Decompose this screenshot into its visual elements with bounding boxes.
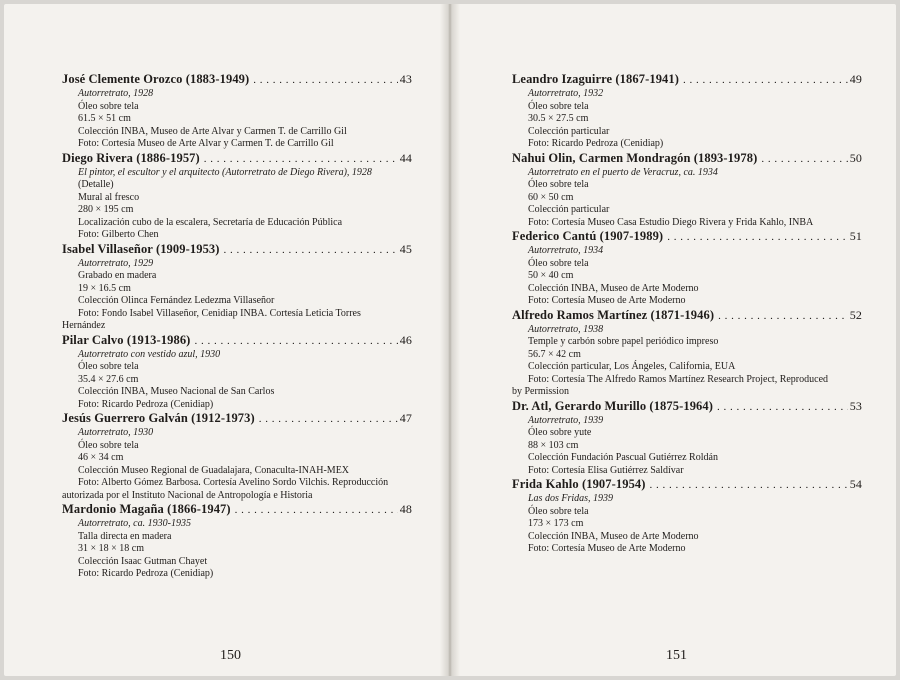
artwork-detail: 19 × 16.5 cm: [78, 282, 131, 294]
artist-heading: [512, 399, 862, 415]
plate-page-number: 43: [399, 72, 412, 86]
artist-heading: [62, 502, 412, 518]
artist-entry: [62, 72, 412, 151]
artwork-detail: Óleo sobre tela: [78, 100, 139, 112]
artwork-title: Autorretrato con vestido azul, 1930: [78, 348, 221, 360]
artwork-detail: Mural al fresco: [78, 191, 140, 203]
plate-page-number: 48: [399, 502, 412, 516]
artist-entry: [62, 333, 412, 412]
artist-name: Jesús Guerrero Galván (1912-1973): [62, 411, 255, 425]
artist-name: Isabel Villaseñor (1909-1953): [62, 241, 220, 256]
dot-leader: [714, 309, 848, 324]
artwork-detail: Colección particular, Los Ángeles, California, EUA: [528, 361, 736, 372]
artwork-detail: Colección Olinca Fernández Ledezma Villaseñor: [78, 295, 275, 306]
artwork-detail: Óleo sobre tela: [528, 505, 589, 517]
artist-entry: [512, 308, 862, 399]
artwork-detail: Colección INBA, Museo Nacional de San Carlos: [78, 386, 275, 397]
artwork-detail: (Detalle): [78, 179, 114, 190]
artwork-detail: Localización cubo de la escalera, Secretaría de Educación Pública: [78, 216, 343, 228]
artist-name: Dr. Atl, Gerardo Murillo (1875-1964): [512, 398, 714, 413]
artist-heading: [62, 151, 412, 167]
page-number-right: 151: [666, 648, 687, 663]
artist-entry: [62, 502, 412, 581]
artwork-title: Autorretrato, 1932: [528, 88, 604, 99]
artwork-detail: Colección Museo Regional de Guadalajara, Conaculta-INAH-MEX: [78, 464, 350, 476]
book-gutter: [440, 4, 460, 676]
artist-name: Diego Rivera (1886-1957): [62, 150, 200, 165]
artwork-title: Autorretrato, 1928: [78, 88, 154, 99]
artwork-detail: 61.5 × 51 cm: [78, 113, 131, 124]
plate-page-number: 53: [849, 398, 862, 413]
plate-page-number: 46: [399, 332, 412, 347]
artwork-title: Autorretrato, 1930: [78, 427, 154, 438]
artist-entry: [62, 151, 412, 242]
artwork-detail: Óleo sobre yute: [528, 427, 592, 438]
artwork-detail: Óleo sobre tela: [78, 361, 139, 372]
dot-leader: [679, 73, 848, 88]
artist-heading: [62, 72, 412, 88]
artwork-title: Autorretrato, 1939: [528, 414, 604, 426]
artist-name: Nahui Olin, Carmen Mondragón (1893-1978): [512, 150, 758, 165]
artwork-detail: Colección INBA, Museo de Arte Alvar y Carmen T. de Carrillo Gil: [78, 125, 347, 137]
artist-name: Frida Kahlo (1907-1954): [512, 477, 646, 491]
artwork-detail: Colección INBA, Museo de Arte Moderno: [528, 282, 699, 294]
artwork-detail: 60 × 50 cm: [528, 191, 574, 203]
artwork-detail: Foto: Cortesía Elisa Gutiérrez Saldívar: [528, 464, 684, 476]
artwork-detail: Colección Isaac Gutman Chayet: [78, 555, 208, 567]
dot-leader: [646, 478, 848, 493]
artwork-detail: Foto: Cortesía Museo de Arte Moderno: [528, 295, 686, 306]
dot-leader: [663, 230, 848, 245]
artist-heading: [62, 411, 412, 427]
artwork-detail: Talla directa en madera: [78, 530, 172, 542]
artist-entry: [512, 151, 862, 230]
artwork-detail: Foto: Alberto Gómez Barbosa. Cortesía Avelino Sordo Vilchis. Reproducción: [78, 477, 389, 488]
artist-entry: [62, 411, 412, 502]
artwork-detail: Óleo sobre tela: [528, 179, 589, 190]
artwork-detail: Foto: Gilberto Chen: [78, 229, 159, 240]
artwork-detail: by Permission: [512, 386, 569, 397]
artwork-detail: Temple y carbón sobre papel periódico impreso: [528, 336, 719, 347]
artist-name: Federico Cantú (1907-1989): [512, 229, 664, 243]
artwork-detail: Óleo sobre tela: [528, 257, 589, 269]
artwork-detail: 46 × 34 cm: [78, 452, 124, 463]
artwork-detail: Foto: Cortesía The Alfredo Ramos Martínez Research Project, Reproduced: [528, 373, 829, 385]
artwork-detail: Colección particular: [528, 125, 610, 137]
artwork-detail: 56.7 × 42 cm: [528, 348, 581, 360]
left-page: [4, 4, 448, 676]
artwork-detail: Óleo sobre tela: [78, 439, 139, 451]
artwork-detail: 50 × 40 cm: [528, 270, 574, 281]
artist-entry: [512, 72, 862, 151]
artist-name: José Clemente Orozco (1883-1949): [62, 72, 250, 86]
plate-page-number: 44: [399, 150, 412, 165]
artwork-detail: Foto: Fondo Isabel Villaseñor, Cenidiap INBA. Cortesía Leticia Torres: [78, 307, 361, 319]
artwork-detail: Colección Fundación Pascual Gutiérrez Roldán: [528, 452, 718, 463]
artwork-detail: Foto: Cortesía Museo de Arte Alvar y Carmen T. de Carrillo Gil: [78, 138, 334, 149]
dot-leader: [200, 152, 398, 167]
artwork-detail: Hernández: [62, 320, 106, 331]
dot-leader: [231, 503, 398, 518]
right-entry-list: [512, 72, 862, 556]
artist-name: Pilar Calvo (1913-1986): [62, 332, 191, 347]
plate-page-number: 52: [849, 307, 862, 322]
artwork-detail: 280 × 195 cm: [78, 204, 134, 215]
artist-entry: [512, 229, 862, 308]
artist-name: Alfredo Ramos Martínez (1871-1946): [512, 307, 715, 322]
dot-leader: [255, 412, 398, 427]
artist-heading: [512, 151, 862, 167]
plate-page-number: 50: [849, 150, 862, 165]
dot-leader: [249, 73, 398, 88]
artist-entry: [62, 242, 412, 333]
artwork-detail: 88 × 103 cm: [528, 439, 579, 451]
artwork-detail: 173 × 173 cm: [528, 518, 584, 529]
artwork-title: Autorretrato, 1934: [528, 245, 604, 256]
artist-heading: [62, 333, 412, 349]
artwork-detail: Colección particular: [528, 204, 610, 215]
plate-page-number: 49: [849, 72, 862, 86]
dot-leader: [220, 243, 398, 258]
artist-name: Mardonio Magaña (1866-1947): [62, 502, 231, 516]
artwork-detail: Foto: Cortesía Museo de Arte Moderno: [528, 543, 686, 554]
artwork-detail: Foto: Ricardo Pedroza (Cenidiap): [528, 138, 664, 149]
artwork-title: Autorretrato, 1929: [78, 257, 154, 269]
dot-leader: [190, 334, 397, 349]
plate-page-number: 51: [849, 229, 862, 243]
artist-heading: [512, 308, 862, 324]
plate-page-number: 47: [399, 411, 412, 425]
dot-leader: [713, 400, 848, 415]
artwork-detail: 31 × 18 × 18 cm: [78, 543, 144, 554]
artwork-detail: Colección INBA, Museo de Arte Moderno: [528, 530, 699, 542]
artwork-detail: 35.4 × 27.6 cm: [78, 373, 139, 385]
plate-page-number: 54: [849, 477, 862, 491]
right-page: [452, 4, 896, 676]
artwork-title: Autorretrato, ca. 1930-1935: [78, 518, 191, 529]
artwork-detail: Grabado en madera: [78, 270, 157, 281]
artist-heading: [512, 72, 862, 88]
plate-page-number: 45: [399, 241, 412, 256]
artwork-title: Las dos Fridas, 1939: [528, 493, 614, 504]
artwork-detail: 30.5 × 27.5 cm: [528, 113, 589, 124]
artist-heading: [62, 242, 412, 258]
artist-name: Leandro Izaguirre (1867-1941): [512, 72, 680, 86]
artwork-detail: Foto: Ricardo Pedroza (Cenidiap): [78, 568, 214, 579]
artist-heading: [512, 229, 862, 245]
artwork-title: Autorretrato en el puerto de Veracruz, ca. 1934: [528, 166, 718, 178]
artwork-detail: autorizada por el Instituto Nacional de Antropología e Historia: [62, 489, 313, 501]
left-entry-list: [62, 72, 412, 581]
artwork-title: El pintor, el escultor y el arquitecto (Autorretrato de Diego Rivera), 1928: [78, 166, 372, 178]
artwork-title: Autorretrato, 1938: [528, 323, 604, 335]
artist-heading: [512, 477, 862, 493]
page-number-left: 150: [220, 648, 241, 663]
artwork-detail: Óleo sobre tela: [528, 100, 589, 112]
artist-entry: [512, 477, 862, 556]
artist-entry: [512, 399, 862, 478]
dot-leader: [757, 152, 847, 167]
artwork-detail: Foto: Ricardo Pedroza (Cenidiap): [78, 398, 214, 410]
artwork-detail: Foto: Cortesía Museo Casa Estudio Diego Rivera y Frida Kahlo, INBA: [528, 216, 814, 228]
